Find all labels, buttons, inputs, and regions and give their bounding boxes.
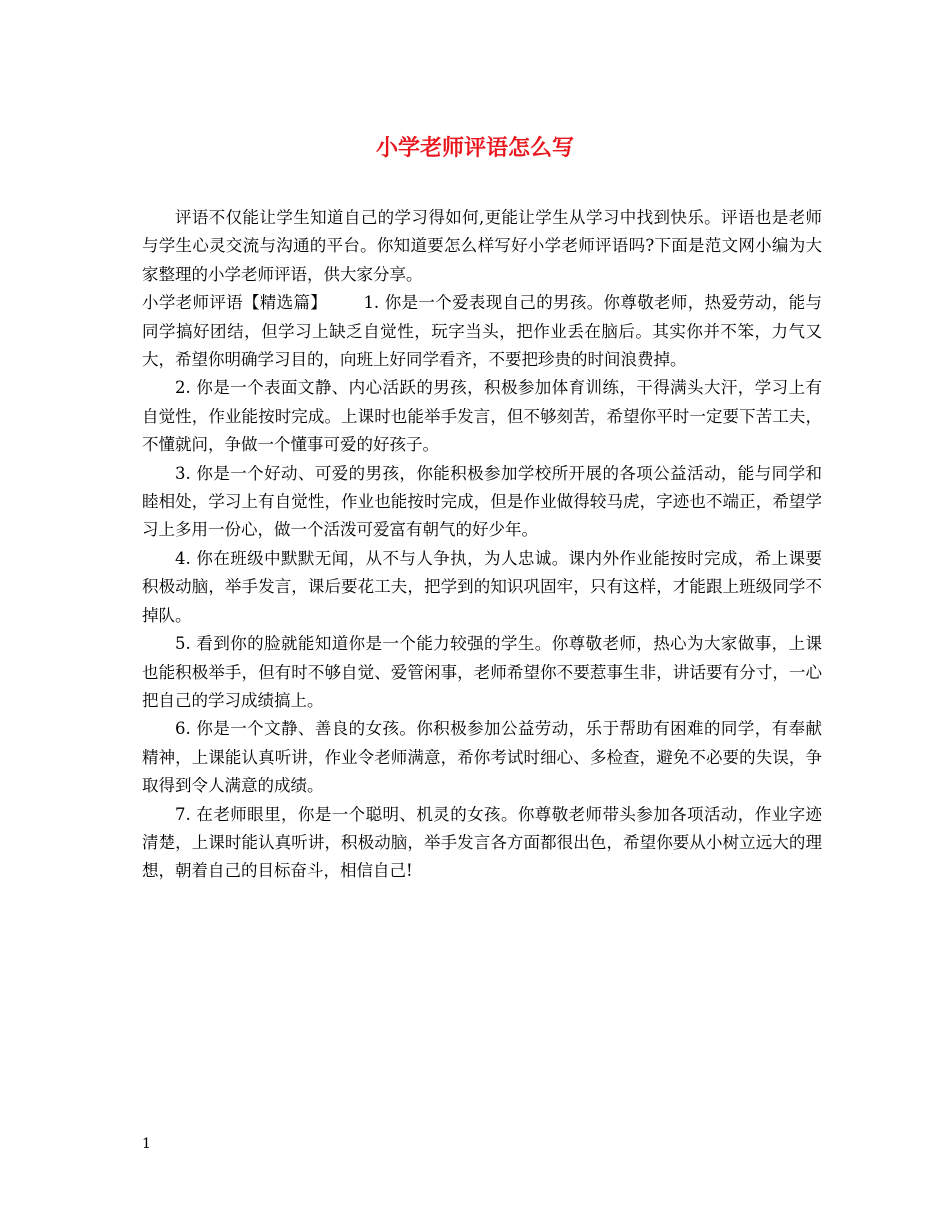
- comment-item-5: 5. 看到你的脸就能知道你是一个能力较强的学生。你尊敬老师，热心为大家做事，上课也能积极举手，但有时不够自觉、爱管闲事，老师希望你不要惹事生非，讲话要有分寸，一心把自己的学习成绩搞上。: [142, 634, 822, 710]
- section-heading: 小学老师评语【精选篇】: [142, 293, 328, 313]
- comment-item-1: 1. 你是一个爱表现自己的男孩。你尊敬老师，热爱劳动，能与同学搞好团结，但学习上缺乏自觉性，玩字当头，把作业丢在脑后。其实你并不笨，力气又大，希望你明确学习目的，向班上好同学看齐，不要把珍贵的时间浪费掉。: [142, 293, 823, 370]
- comment-item-6: 6. 你是一个文静、善良的女孩。你积极参加公益劳动，乐于帮助有困难的同学，有奉献精神，上课能认真听讲，作业令老师满意，希你考试时细心、多检查，避免不必要的失误，争取得到令人满意的成绩。: [142, 719, 822, 796]
- intro-paragraph: 评语不仅能让学生知道自己的学习得如何,更能让学生从学习中找到快乐。评语也是老师与学生心灵交流与沟通的平台。你知道要怎么样写好小学老师评语吗?下面是范文网小编为大家整理的小学老师评语，供大家分享。: [142, 208, 822, 284]
- page-number: 1: [142, 1136, 151, 1152]
- document-title: 小学老师评语怎么写: [375, 135, 574, 161]
- first-item-paragraph: [142, 289, 822, 374]
- comment-item-2: 2. 你是一个表面文静、内心活跃的男孩，积极参加体育训练，干得满头大汗，学习上有自觉性，作业能按时完成。上课时也能举手发言，但不够刻苦，希望你平时一定要下苦工夫，不懂就问，争做一个懂事可爱的好孩子。: [142, 378, 822, 455]
- comment-item-7: 7. 在老师眼里，你是一个聪明、机灵的女孩。你尊敬老师带头参加各项活动，作业字迹清楚，上课时能认真听讲，积极动脑，举手发言各方面都很出色，希望你要从小树立远大的理想，朝着自己的目标奋斗，相信自己!: [142, 804, 822, 881]
- comment-item-4: 4. 你在班级中默默无闻，从不与人争执，为人忠诚。课内外作业能按时完成，希上课要积极动脑，举手发言，课后要花工夫，把学到的知识巩固牢，只有这样，才能跟上班级同学不掉队。: [142, 548, 822, 625]
- comment-item-3: 3. 你是一个好动、可爱的男孩，你能积极参加学校所开展的各项公益活动，能与同学和睦相处，学习上有自觉性，作业也能按时完成，但是作业做得较马虎，字迹也不端正，希望学习上多用一份心，做一个活泼可爱富有朝气的好少年。: [142, 463, 822, 540]
- document-body: [142, 204, 822, 886]
